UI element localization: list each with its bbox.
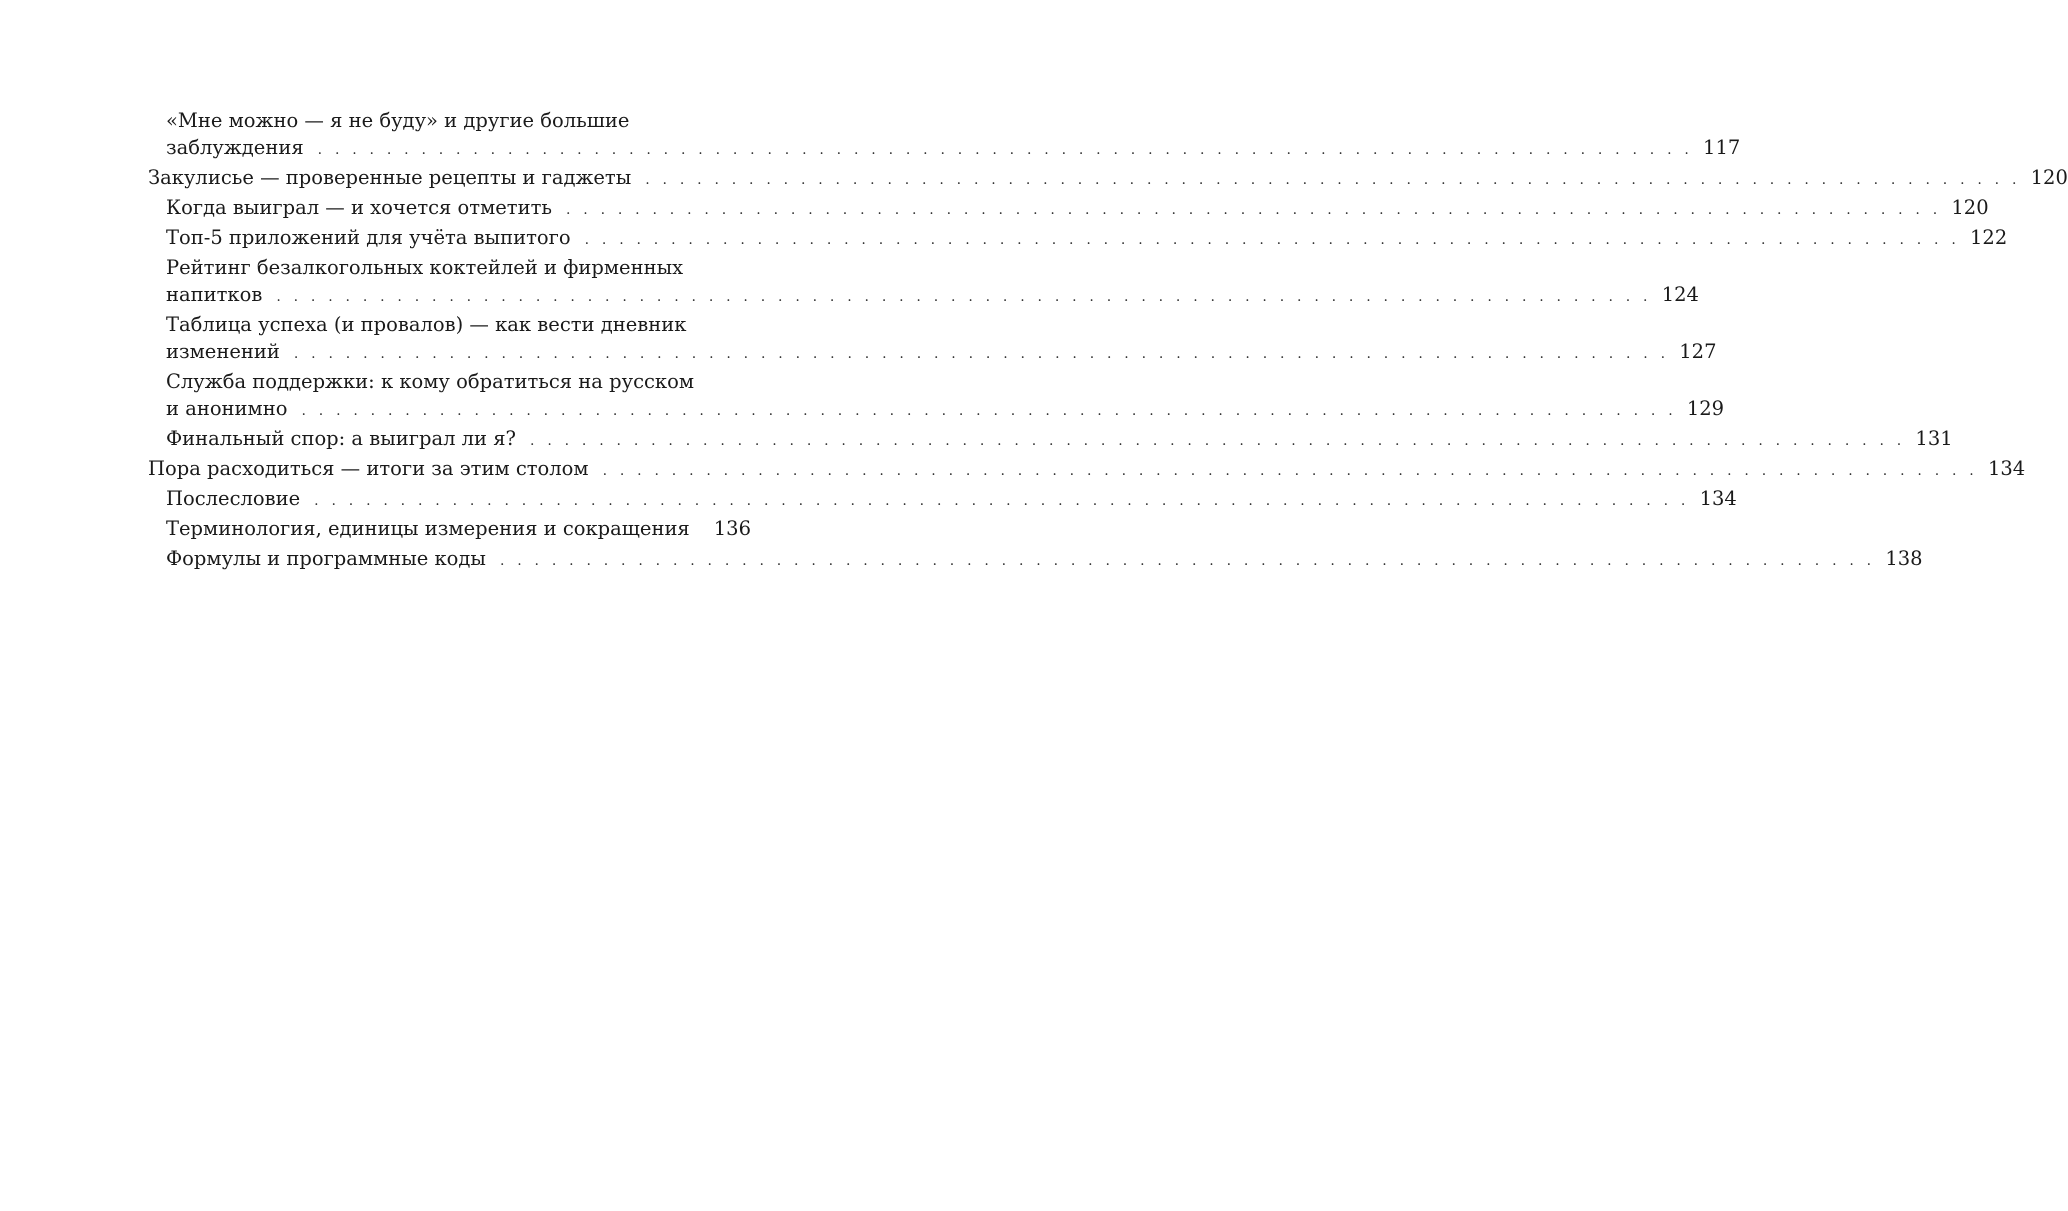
- toc-section-entry[interactable]: [148, 425, 1953, 455]
- toc-entry-title-line: Служба поддержки: к кому обратиться на русском: [166, 370, 695, 393]
- toc-chapter-entry[interactable]: [148, 164, 2068, 194]
- toc-chapter-entry[interactable]: [148, 455, 2026, 485]
- dot-leader: . . . . . . . . . . . . . . . . . . . . . . . . . . . . . . . . . . . . . . . . . . . . . . . . . . . . . . . . . . . . . . . . . . . . . . . . . . . . . . . .: [584, 232, 1960, 248]
- dot-leader: . . . . . . . . . . . . . . . . . . . . . . . . . . . . . . . . . . . . . . . . . . . . . . . . . . . . . . . . . . . . . . . . . . . . . . . . . . . . . . . .: [565, 202, 1942, 218]
- toc-section-entry[interactable]: [148, 224, 2008, 254]
- toc-entry-title-line: Рейтинг безалкогольных коктейлей и фирменных: [166, 256, 684, 279]
- toc-section-entry[interactable]: [148, 368, 1725, 425]
- toc-entry-title-line: Формулы и программные коды: [166, 547, 486, 570]
- toc-page-number: 138: [1885, 547, 1923, 570]
- toc-page-number: 120: [2030, 166, 2068, 189]
- dot-leader: . . . . . . . . . . . . . . . . . . . . . . . . . . . . . . . . . . . . . . . . . . . . . . . . . . . . . . . . . . . . . . . . . . . . . . . . . . . . . . . .: [645, 172, 2021, 188]
- toc-entry-title-line: напитков: [166, 283, 263, 306]
- toc-section-entry[interactable]: [148, 107, 1741, 164]
- dot-leader: . . . . . . . . . . . . . . . . . . . . . . . . . . . . . . . . . . . . . . . . . . . . . . . . . . . . . . . . . . . . . . . . . . . . . . . . . . . . . . . .: [602, 463, 1978, 479]
- dot-leader: . . . . . . . . . . . . . . . . . . . . . . . . . . . . . . . . . . . . . . . . . . . . . . . . . . . . . . . . . . . . . . . . . . . . . . . . . . . . . . . .: [317, 142, 1694, 158]
- dot-leader: . . . . . . . . . . . . . . . . . . . . . . . . . . . . . . . . . . . . . . . . . . . . . . . . . . . . . . . . . . . . . . . . . . . . . . . . . . . . . . . .: [293, 346, 1670, 362]
- toc-page-number: 117: [1703, 136, 1741, 159]
- toc-section-entry[interactable]: [148, 254, 1699, 311]
- toc-entry-title-line: Послесловие: [166, 487, 301, 510]
- toc-section-entry[interactable]: [148, 515, 751, 545]
- toc-page-number: 134: [1699, 487, 1737, 510]
- toc-entry-title-line: Топ-5 приложений для учёта выпитого: [166, 226, 571, 249]
- toc-entry-title-line: Финальный спор: а выиграл ли я?: [166, 427, 517, 450]
- toc-entry-title-line: и анонимно: [166, 397, 288, 420]
- toc-page-number: 131: [1915, 427, 1953, 450]
- toc-page-number: 122: [1970, 226, 2008, 249]
- toc-entry-title-line: Пора расходиться — итоги за этим столом: [148, 457, 589, 480]
- toc-section-entry[interactable]: [148, 545, 1923, 575]
- toc-section-entry[interactable]: [148, 194, 1989, 224]
- toc-entry-title-line: Когда выиграл — и хочется отметить: [166, 196, 552, 219]
- toc-page-number: 120: [1951, 196, 1989, 219]
- toc-section-entry[interactable]: [148, 485, 1737, 515]
- dot-leader: . . . . . . . . . . . . . . . . . . . . . . . . . . . . . . . . . . . . . . . . . . . . . . . . . . . . . . . . . . . . . . . . . . . . . . . . . . . . . . . .: [499, 553, 1876, 569]
- toc-entry-title-line: изменений: [166, 340, 280, 363]
- dot-leader: . . . . . . . . . . . . . . . . . . . . . . . . . . . . . . . . . . . . . . . . . . . . . . . . . . . . . . . . . . . . . . . . . . . . . . . . . . . . . . . .: [276, 289, 1652, 305]
- toc-page-number: 129: [1686, 397, 1725, 420]
- dot-leader: . . . . . . . . . . . . . . . . . . . . . . . . . . . . . . . . . . . . . . . . . . . . . . . . . . . . . . . . . . . . . . . . . . . . . . . . . . . . . . . .: [530, 433, 1906, 449]
- toc-page-number: 127: [1679, 340, 1717, 363]
- toc-section-entry[interactable]: [148, 311, 1717, 368]
- table-of-contents: [148, 107, 2068, 575]
- toc-page-number: 134: [1987, 457, 2026, 480]
- toc-entry-title-line: «Мне можно — я не буду» и другие большие: [166, 109, 630, 132]
- dot-leader: . . . . . . . . . . . . . . . . . . . . . . . . . . . . . . . . . . . . . . . . . . . . . . . . . . . . . . . . . . . . . . . . . . . . . . . . . . . . . . . .: [314, 493, 1690, 509]
- toc-entry-title-line: Терминология, единицы измерения и сокращения: [166, 517, 690, 540]
- toc-entry-title-line: Таблица успеха (и провалов) — как вести дневник: [166, 313, 687, 336]
- toc-page-number: 136: [713, 517, 751, 540]
- toc-page-number: 124: [1661, 283, 1699, 306]
- toc-entry-title-line: заблуждения: [166, 136, 304, 159]
- toc-entry-title-line: Закулисье — проверенные рецепты и гаджеты: [148, 166, 632, 189]
- dot-leader: . . . . . . . . . . . . . . . . . . . . . . . . . . . . . . . . . . . . . . . . . . . . . . . . . . . . . . . . . . . . . . . . . . . . . . . . . . . . . . . .: [301, 403, 1677, 419]
